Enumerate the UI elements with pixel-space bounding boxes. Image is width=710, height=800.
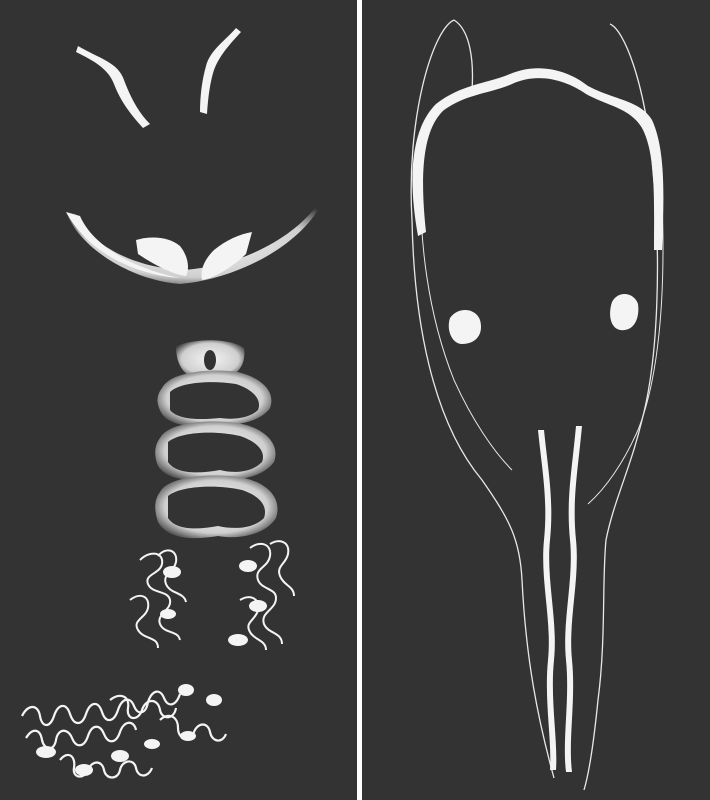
inner-outline-right [588,200,663,504]
upper-left-streak [76,46,150,128]
left-blob [449,310,481,344]
head-band [412,68,663,250]
segment-stack [155,371,277,539]
crescent-structure [66,198,325,284]
right-blob [610,294,638,330]
body-outline [411,20,554,778]
tail-streak-right [565,426,582,772]
right-panel-drawing [362,0,710,800]
right-panel [362,0,710,800]
upper-right-streak [200,28,241,114]
tail-streak-left [538,430,556,770]
gill-filaments [130,541,294,650]
cap-notch [204,350,216,370]
body-outline-right [584,24,657,790]
